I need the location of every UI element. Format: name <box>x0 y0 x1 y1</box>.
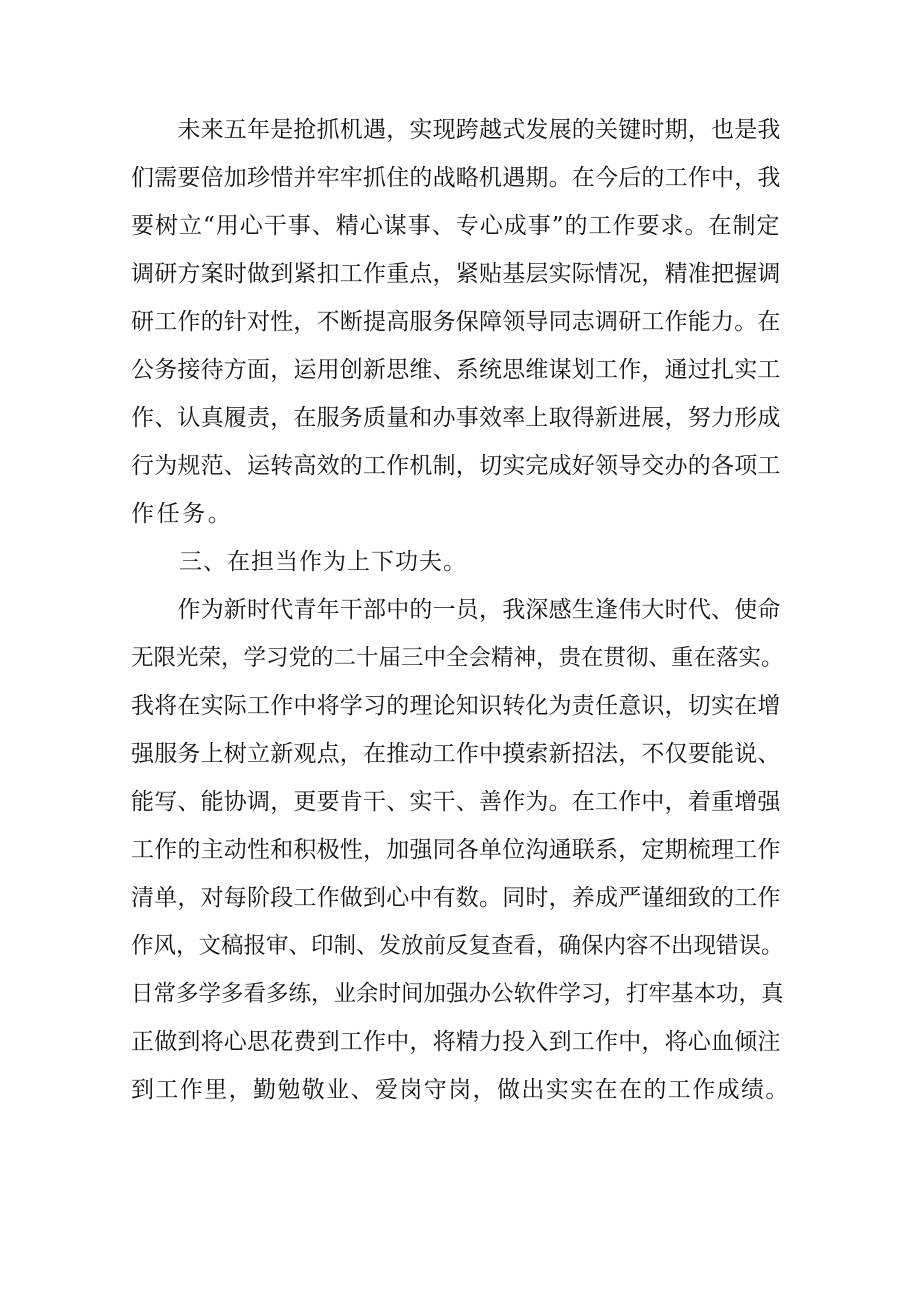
paragraph-1-line-7: 作、认真履责，在服务质量和办事效率上取得新进展，努力形成 <box>131 405 781 431</box>
paragraph-1-line-2: 们需要倍加珍惜并牢牢抓住的战略机遇期。在今后的工作中，我 <box>131 165 781 191</box>
paragraph-2-line-2: 无限光荣，学习党的二十届三中全会精神，贵在贯彻、重在落实。 <box>131 645 784 671</box>
paragraph-2-line-9: 日常多学多看多练，业余时间加强办公软件学习，打牢基本功，真 <box>131 981 784 1007</box>
paragraph-2-line-7: 清单，对每阶段工作做到心中有数。同时，养成严谨细致的工作 <box>131 885 781 911</box>
paragraph-2-line-4: 强服务上树立新观点，在推动工作中摸索新招法，不仅要能说、 <box>131 741 781 767</box>
paragraph-1-line-8: 行为规范、运转高效的工作机制，切实完成好领导交办的各项工 <box>131 453 781 479</box>
paragraph-2-line-3: 我将在实际工作中将学习的理论知识转化为责任意识，切实在增 <box>131 693 781 719</box>
paragraph-2-line-8: 作风，文稿报审、印制、发放前反复查看，确保内容不出现错误。 <box>131 933 784 959</box>
paragraph-2-line-1: 作为新时代青年干部中的一员，我深感生逢伟大时代、使命 <box>131 597 781 623</box>
paragraph-1-line-9: 作任务。 <box>131 501 234 527</box>
paragraph-2-line-10: 正做到将心思花费到工作中，将精力投入到工作中，将心血倾注 <box>131 1029 781 1055</box>
paragraph-1-line-4: 调研方案时做到紧扣工作重点，紧贴基层实际情况，精准把握调 <box>131 261 781 287</box>
paragraph-1-line-5: 研工作的针对性，不断提高服务保障领导同志调研工作能力。在 <box>131 309 781 335</box>
paragraph-1-line-6: 公务接待方面，运用创新思维、系统思维谋划工作，通过扎实工 <box>131 357 781 383</box>
paragraph-2-line-5: 能写、能协调，更要肯干、实干、善作为。在工作中，着重增强 <box>131 789 781 815</box>
paragraph-2-line-11: 到工作里，勤勉敬业、爱岗守岗，做出实实在在的工作成绩。 <box>131 1077 790 1103</box>
paragraph-2-line-6: 工作的主动性和积极性，加强同各单位沟通联系，定期梳理工作 <box>131 837 781 863</box>
section-heading: 三、在担当作为上下功夫。 <box>131 549 467 575</box>
paragraph-1-line-1: 未来五年是抢抓机遇，实现跨越式发展的关键时期，也是我 <box>131 117 781 143</box>
paragraph-1-line-3: 要树立“用心干事、精心谋事、专心成事”的工作要求。在制定 <box>131 213 781 239</box>
